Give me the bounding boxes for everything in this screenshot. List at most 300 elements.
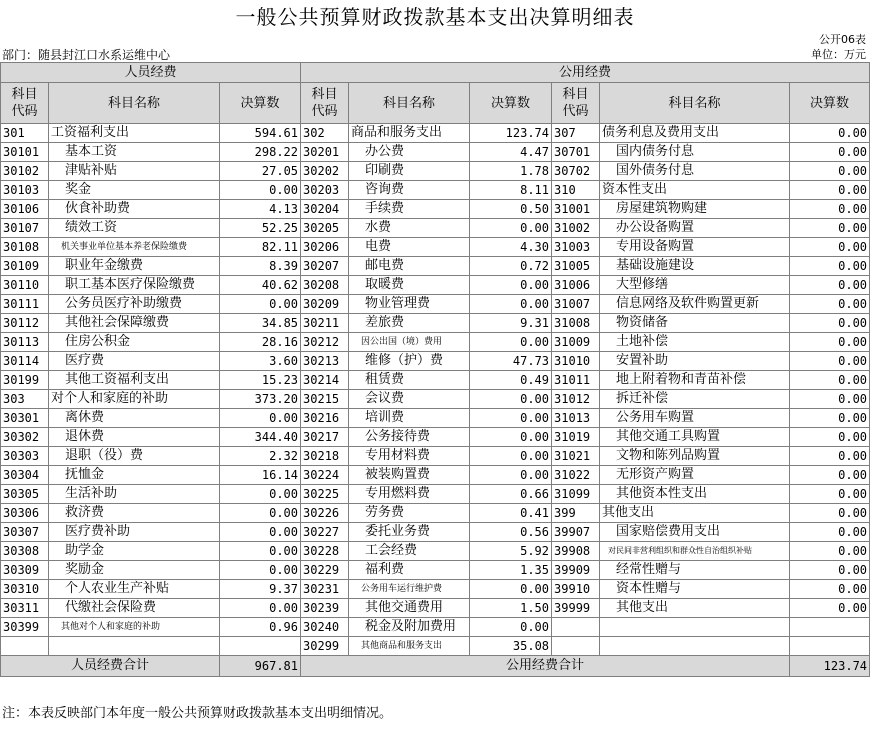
form-code: 公开06表 bbox=[819, 33, 866, 46]
subject-name: 物业管理费 bbox=[349, 295, 470, 314]
subject-code: 30216 bbox=[301, 409, 349, 428]
amount-value: 0.00 bbox=[790, 162, 870, 181]
amount-value: 0.00 bbox=[790, 447, 870, 466]
total-personnel-label: 人员经费合计 bbox=[1, 656, 220, 677]
amount-value: 0.00 bbox=[790, 238, 870, 257]
subject-name: 公务用车运行维护费 bbox=[349, 580, 470, 599]
col-header-code bbox=[1, 83, 49, 124]
subject-code: 30399 bbox=[1, 618, 49, 637]
col-header-amount: 决算数 bbox=[790, 83, 870, 124]
table-row bbox=[1, 466, 870, 485]
subject-name: 公务接待费 bbox=[349, 428, 470, 447]
subject-code: 30199 bbox=[1, 371, 49, 390]
subject-name: 生活补助 bbox=[49, 485, 220, 504]
subject-name: 邮电费 bbox=[349, 257, 470, 276]
table-row bbox=[1, 333, 870, 352]
subject-name: 电费 bbox=[349, 238, 470, 257]
subject-code: 30231 bbox=[301, 580, 349, 599]
amount-value: 0.50 bbox=[470, 200, 552, 219]
amount-value: 0.00 bbox=[790, 485, 870, 504]
table-row bbox=[1, 390, 870, 409]
subject-name: 资本性支出 bbox=[600, 181, 790, 200]
table-row bbox=[1, 599, 870, 618]
subject-name: 其他社会保障缴费 bbox=[49, 314, 220, 333]
subject-code: 30112 bbox=[1, 314, 49, 333]
subject-name: 退休费 bbox=[49, 428, 220, 447]
amount-value: 16.14 bbox=[220, 466, 301, 485]
table-row bbox=[1, 485, 870, 504]
subject-code: 30212 bbox=[301, 333, 349, 352]
amount-value: 0.00 bbox=[470, 333, 552, 352]
subject-name: 退职（役）费 bbox=[49, 447, 220, 466]
subject-name: 文物和陈列品购置 bbox=[600, 447, 790, 466]
amount-value: 0.00 bbox=[790, 333, 870, 352]
amount-value bbox=[220, 637, 301, 656]
subject-name: 住房公积金 bbox=[49, 333, 220, 352]
subject-code: 30201 bbox=[301, 143, 349, 162]
subject-name: 税金及附加费用 bbox=[349, 618, 470, 637]
subject-name: 其他资本性支出 bbox=[600, 485, 790, 504]
amount-value: 0.00 bbox=[220, 599, 301, 618]
subject-code: 39908 bbox=[552, 542, 600, 561]
amount-value: 0.00 bbox=[790, 314, 870, 333]
subject-code: 30214 bbox=[301, 371, 349, 390]
subject-code bbox=[552, 637, 600, 656]
subject-name: 无形资产购置 bbox=[600, 466, 790, 485]
subject-name bbox=[49, 637, 220, 656]
subject-code: 31007 bbox=[552, 295, 600, 314]
subject-code: 30101 bbox=[1, 143, 49, 162]
table-row bbox=[1, 314, 870, 333]
amount-value: 4.47 bbox=[470, 143, 552, 162]
subject-code: 30209 bbox=[301, 295, 349, 314]
subject-name: 国内债务付息 bbox=[600, 143, 790, 162]
col-header-code-text: 科目 代码 bbox=[562, 87, 589, 119]
subject-name: 信息网络及软件购置更新 bbox=[600, 295, 790, 314]
table-row bbox=[1, 219, 870, 238]
subject-code: 30217 bbox=[301, 428, 349, 447]
amount-value: 0.56 bbox=[470, 523, 552, 542]
amount-value: 1.35 bbox=[470, 561, 552, 580]
subject-name: 其他支出 bbox=[600, 504, 790, 523]
table-row bbox=[1, 352, 870, 371]
subject-name: 其他支出 bbox=[600, 599, 790, 618]
col-header-name: 科目名称 bbox=[600, 83, 790, 124]
subject-name: 福利费 bbox=[349, 561, 470, 580]
amount-value: 47.73 bbox=[470, 352, 552, 371]
subject-code: 30109 bbox=[1, 257, 49, 276]
subject-code: 399 bbox=[552, 504, 600, 523]
amount-value: 344.40 bbox=[220, 428, 301, 447]
subject-name: 劳务费 bbox=[349, 504, 470, 523]
subject-name: 奖金 bbox=[49, 181, 220, 200]
subject-code: 31009 bbox=[552, 333, 600, 352]
subject-code: 30225 bbox=[301, 485, 349, 504]
amount-value: 123.74 bbox=[470, 124, 552, 143]
table-row bbox=[1, 409, 870, 428]
subject-code: 30204 bbox=[301, 200, 349, 219]
subject-name: 会议费 bbox=[349, 390, 470, 409]
amount-value: 15.23 bbox=[220, 371, 301, 390]
amount-value: 0.00 bbox=[790, 200, 870, 219]
table-row bbox=[1, 200, 870, 219]
subject-name: 印刷费 bbox=[349, 162, 470, 181]
subject-name: 奖励金 bbox=[49, 561, 220, 580]
subject-code: 30303 bbox=[1, 447, 49, 466]
subject-name: 债务利息及费用支出 bbox=[600, 124, 790, 143]
amount-value: 0.72 bbox=[470, 257, 552, 276]
subject-code: 30113 bbox=[1, 333, 49, 352]
subject-name bbox=[600, 618, 790, 637]
subject-name: 工会经费 bbox=[349, 542, 470, 561]
subject-code: 30226 bbox=[301, 504, 349, 523]
amount-value: 0.00 bbox=[220, 561, 301, 580]
subject-code: 30310 bbox=[1, 580, 49, 599]
subject-code: 30203 bbox=[301, 181, 349, 200]
table-row bbox=[1, 561, 870, 580]
subject-code: 30114 bbox=[1, 352, 49, 371]
subject-code: 30111 bbox=[1, 295, 49, 314]
amount-value: 0.00 bbox=[790, 257, 870, 276]
subject-code: 30211 bbox=[301, 314, 349, 333]
subject-code bbox=[552, 618, 600, 637]
amount-value: 0.00 bbox=[790, 219, 870, 238]
subject-name: 国外债务付息 bbox=[600, 162, 790, 181]
unit-label: 单位：万元 bbox=[811, 48, 866, 61]
amount-value: 0.00 bbox=[470, 580, 552, 599]
amount-value: 0.00 bbox=[470, 295, 552, 314]
subject-code: 30308 bbox=[1, 542, 49, 561]
subject-name: 咨询费 bbox=[349, 181, 470, 200]
subject-code: 30227 bbox=[301, 523, 349, 542]
department-label: 部门：随县封江口水系运维中心 bbox=[2, 48, 171, 62]
section-public-header: 公用经费 bbox=[301, 63, 870, 83]
subject-name: 职业年金缴费 bbox=[49, 257, 220, 276]
table-row bbox=[1, 143, 870, 162]
footnote: 注：本表反映部门本年度一般公共预算财政拨款基本支出明细情况。 bbox=[2, 706, 393, 721]
subject-code: 30206 bbox=[301, 238, 349, 257]
subject-code: 30299 bbox=[301, 637, 349, 656]
subject-code: 30110 bbox=[1, 276, 49, 295]
amount-value: 0.00 bbox=[220, 542, 301, 561]
subject-code: 30108 bbox=[1, 238, 49, 257]
col-header-amount: 决算数 bbox=[220, 83, 301, 124]
amount-value: 1.50 bbox=[470, 599, 552, 618]
amount-value: 0.00 bbox=[470, 447, 552, 466]
subject-name: 代缴社会保险费 bbox=[49, 599, 220, 618]
subject-name: 拆迁补偿 bbox=[600, 390, 790, 409]
subject-code: 30208 bbox=[301, 276, 349, 295]
amount-value: 0.00 bbox=[790, 523, 870, 542]
subject-name: 专用燃料费 bbox=[349, 485, 470, 504]
amount-value: 0.00 bbox=[790, 466, 870, 485]
expenditure-table bbox=[0, 62, 870, 677]
subject-code: 31002 bbox=[552, 219, 600, 238]
subject-code: 30239 bbox=[301, 599, 349, 618]
subject-name: 房屋建筑物购建 bbox=[600, 200, 790, 219]
table-row bbox=[1, 124, 870, 143]
amount-value: 5.92 bbox=[470, 542, 552, 561]
amount-value: 0.00 bbox=[790, 561, 870, 580]
subject-name: 对个人和家庭的补助 bbox=[49, 390, 220, 409]
subject-code: 30302 bbox=[1, 428, 49, 447]
amount-value: 4.13 bbox=[220, 200, 301, 219]
amount-value: 8.39 bbox=[220, 257, 301, 276]
subject-name: 办公设备购置 bbox=[600, 219, 790, 238]
subject-code: 30701 bbox=[552, 143, 600, 162]
subject-name: 因公出国（境）费用 bbox=[349, 333, 470, 352]
subject-name: 基本工资 bbox=[49, 143, 220, 162]
table-row bbox=[1, 162, 870, 181]
col-header-name: 科目名称 bbox=[49, 83, 220, 124]
amount-value: 9.31 bbox=[470, 314, 552, 333]
table-row bbox=[1, 447, 870, 466]
amount-value: 8.11 bbox=[470, 181, 552, 200]
subject-code: 30229 bbox=[301, 561, 349, 580]
subject-name: 租赁费 bbox=[349, 371, 470, 390]
amount-value: 34.85 bbox=[220, 314, 301, 333]
total-public-value: 123.74 bbox=[790, 656, 870, 677]
subject-code: 30224 bbox=[301, 466, 349, 485]
subject-name: 办公费 bbox=[349, 143, 470, 162]
amount-value: 0.00 bbox=[470, 276, 552, 295]
subject-code: 30305 bbox=[1, 485, 49, 504]
subject-name: 资本性赠与 bbox=[600, 580, 790, 599]
subject-name: 机关事业单位基本养老保险缴费 bbox=[49, 238, 220, 257]
amount-value: 3.60 bbox=[220, 352, 301, 371]
amount-value: 1.78 bbox=[470, 162, 552, 181]
subject-name: 救济费 bbox=[49, 504, 220, 523]
subject-name: 专用设备购置 bbox=[600, 238, 790, 257]
subject-name: 职工基本医疗保险缴费 bbox=[49, 276, 220, 295]
amount-value: 0.00 bbox=[470, 390, 552, 409]
subject-code: 31013 bbox=[552, 409, 600, 428]
subject-code: 30309 bbox=[1, 561, 49, 580]
subject-name: 水费 bbox=[349, 219, 470, 238]
amount-value: 0.00 bbox=[790, 428, 870, 447]
amount-value: 4.30 bbox=[470, 238, 552, 257]
subject-name: 其他交通费用 bbox=[349, 599, 470, 618]
subject-name: 大型修缮 bbox=[600, 276, 790, 295]
amount-value: 0.00 bbox=[470, 466, 552, 485]
subject-name: 个人农业生产补贴 bbox=[49, 580, 220, 599]
subject-name: 国家赔偿费用支出 bbox=[600, 523, 790, 542]
amount-value: 0.00 bbox=[790, 542, 870, 561]
amount-value: 28.16 bbox=[220, 333, 301, 352]
amount-value: 0.00 bbox=[220, 181, 301, 200]
col-header-code-text: 科目 代码 bbox=[11, 87, 38, 119]
subject-name: 委托业务费 bbox=[349, 523, 470, 542]
amount-value: 594.61 bbox=[220, 124, 301, 143]
amount-value: 0.00 bbox=[470, 618, 552, 637]
amount-value: 27.05 bbox=[220, 162, 301, 181]
amount-value: 373.20 bbox=[220, 390, 301, 409]
subject-code: 30213 bbox=[301, 352, 349, 371]
amount-value: 0.00 bbox=[470, 428, 552, 447]
table-row bbox=[1, 371, 870, 390]
amount-value: 0.00 bbox=[220, 295, 301, 314]
amount-value: 0.00 bbox=[790, 295, 870, 314]
subject-code: 30207 bbox=[301, 257, 349, 276]
subject-name: 经常性赠与 bbox=[600, 561, 790, 580]
amount-value: 0.96 bbox=[220, 618, 301, 637]
subject-name: 伙食补助费 bbox=[49, 200, 220, 219]
amount-value: 298.22 bbox=[220, 143, 301, 162]
subject-name: 津贴补贴 bbox=[49, 162, 220, 181]
subject-name: 手续费 bbox=[349, 200, 470, 219]
total-personnel-value: 967.81 bbox=[220, 656, 301, 677]
subject-code: 31012 bbox=[552, 390, 600, 409]
amount-value: 0.00 bbox=[220, 523, 301, 542]
subject-code: 30304 bbox=[1, 466, 49, 485]
table-row bbox=[1, 428, 870, 447]
subject-name: 其他工资福利支出 bbox=[49, 371, 220, 390]
subject-code: 30106 bbox=[1, 200, 49, 219]
amount-value: 0.00 bbox=[220, 504, 301, 523]
subject-code: 31021 bbox=[552, 447, 600, 466]
subject-name: 助学金 bbox=[49, 542, 220, 561]
amount-value: 82.11 bbox=[220, 238, 301, 257]
amount-value: 9.37 bbox=[220, 580, 301, 599]
subject-code: 39999 bbox=[552, 599, 600, 618]
subject-name: 被装购置费 bbox=[349, 466, 470, 485]
amount-value: 0.00 bbox=[790, 371, 870, 390]
subject-name: 物资储备 bbox=[600, 314, 790, 333]
subject-code: 31003 bbox=[552, 238, 600, 257]
subject-code: 31001 bbox=[552, 200, 600, 219]
subject-code: 302 bbox=[301, 124, 349, 143]
subject-name: 培训费 bbox=[349, 409, 470, 428]
subject-code: 30218 bbox=[301, 447, 349, 466]
subject-code: 303 bbox=[1, 390, 49, 409]
subject-code: 30215 bbox=[301, 390, 349, 409]
amount-value: 0.00 bbox=[790, 352, 870, 371]
subject-code: 30311 bbox=[1, 599, 49, 618]
table-row bbox=[1, 580, 870, 599]
report-title: 一般公共预算财政拨款基本支出决算明细表 bbox=[235, 5, 635, 29]
amount-value: 0.00 bbox=[470, 409, 552, 428]
col-header-code-text: 科目 代码 bbox=[311, 87, 338, 119]
table-row bbox=[1, 238, 870, 257]
amount-value: 0.00 bbox=[790, 276, 870, 295]
subject-name: 公务用车购置 bbox=[600, 409, 790, 428]
col-header-name: 科目名称 bbox=[349, 83, 470, 124]
amount-value: 0.00 bbox=[790, 390, 870, 409]
subject-name: 商品和服务支出 bbox=[349, 124, 470, 143]
subject-code: 31011 bbox=[552, 371, 600, 390]
subject-name: 差旅费 bbox=[349, 314, 470, 333]
subject-name: 专用材料费 bbox=[349, 447, 470, 466]
subject-code: 30102 bbox=[1, 162, 49, 181]
col-header-amount: 决算数 bbox=[470, 83, 552, 124]
subject-name: 绩效工资 bbox=[49, 219, 220, 238]
subject-code: 31005 bbox=[552, 257, 600, 276]
subject-code: 30103 bbox=[1, 181, 49, 200]
amount-value bbox=[790, 637, 870, 656]
amount-value: 0.00 bbox=[790, 580, 870, 599]
subject-code: 30240 bbox=[301, 618, 349, 637]
table-row bbox=[1, 257, 870, 276]
subject-code: 30306 bbox=[1, 504, 49, 523]
subject-name: 公务员医疗补助缴费 bbox=[49, 295, 220, 314]
subject-code: 31010 bbox=[552, 352, 600, 371]
subject-name: 抚恤金 bbox=[49, 466, 220, 485]
amount-value: 0.00 bbox=[220, 409, 301, 428]
amount-value: 0.00 bbox=[790, 409, 870, 428]
subject-code: 30202 bbox=[301, 162, 349, 181]
subject-name: 维修（护）费 bbox=[349, 352, 470, 371]
table-row bbox=[1, 618, 870, 637]
subject-name: 安置补助 bbox=[600, 352, 790, 371]
subject-name: 其他对个人和家庭的补助 bbox=[49, 618, 220, 637]
amount-value bbox=[790, 618, 870, 637]
amount-value: 40.62 bbox=[220, 276, 301, 295]
total-public-label: 公用经费合计 bbox=[301, 656, 790, 677]
subject-name: 对民间非营利组织和群众性自治组织补贴 bbox=[600, 542, 790, 561]
amount-value: 52.25 bbox=[220, 219, 301, 238]
subject-code: 307 bbox=[552, 124, 600, 143]
subject-code: 39907 bbox=[552, 523, 600, 542]
col-header-code bbox=[552, 83, 600, 124]
subject-name bbox=[600, 637, 790, 656]
subject-name: 医疗费 bbox=[49, 352, 220, 371]
subject-code: 310 bbox=[552, 181, 600, 200]
subject-code: 31022 bbox=[552, 466, 600, 485]
amount-value: 0.00 bbox=[790, 143, 870, 162]
table-row bbox=[1, 181, 870, 200]
table-row bbox=[1, 523, 870, 542]
amount-value: 2.32 bbox=[220, 447, 301, 466]
subject-code: 30702 bbox=[552, 162, 600, 181]
amount-value: 0.00 bbox=[470, 219, 552, 238]
subject-code: 31008 bbox=[552, 314, 600, 333]
subject-name: 地上附着物和青苗补偿 bbox=[600, 371, 790, 390]
subject-code: 30307 bbox=[1, 523, 49, 542]
subject-name: 离休费 bbox=[49, 409, 220, 428]
subject-code bbox=[1, 637, 49, 656]
subject-name: 其他商品和服务支出 bbox=[349, 637, 470, 656]
subject-name: 取暖费 bbox=[349, 276, 470, 295]
table-row bbox=[1, 276, 870, 295]
subject-name: 其他交通工具购置 bbox=[600, 428, 790, 447]
amount-value: 0.00 bbox=[790, 504, 870, 523]
table-row bbox=[1, 295, 870, 314]
amount-value: 0.00 bbox=[790, 124, 870, 143]
subject-code: 301 bbox=[1, 124, 49, 143]
amount-value: 0.00 bbox=[220, 485, 301, 504]
amount-value: 0.00 bbox=[790, 181, 870, 200]
subject-code: 30205 bbox=[301, 219, 349, 238]
col-header-code bbox=[301, 83, 349, 124]
table-row bbox=[1, 637, 870, 656]
amount-value: 0.49 bbox=[470, 371, 552, 390]
subject-code: 31099 bbox=[552, 485, 600, 504]
subject-name: 基础设施建设 bbox=[600, 257, 790, 276]
subject-code: 31006 bbox=[552, 276, 600, 295]
subject-name: 土地补偿 bbox=[600, 333, 790, 352]
subject-name: 工资福利支出 bbox=[49, 124, 220, 143]
subject-name: 医疗费补助 bbox=[49, 523, 220, 542]
subject-code: 30228 bbox=[301, 542, 349, 561]
subject-code: 31019 bbox=[552, 428, 600, 447]
amount-value: 0.66 bbox=[470, 485, 552, 504]
subject-code: 39910 bbox=[552, 580, 600, 599]
table-row bbox=[1, 504, 870, 523]
section-personnel-header: 人员经费 bbox=[1, 63, 301, 83]
subject-code: 30107 bbox=[1, 219, 49, 238]
amount-value: 0.41 bbox=[470, 504, 552, 523]
amount-value: 0.00 bbox=[790, 599, 870, 618]
